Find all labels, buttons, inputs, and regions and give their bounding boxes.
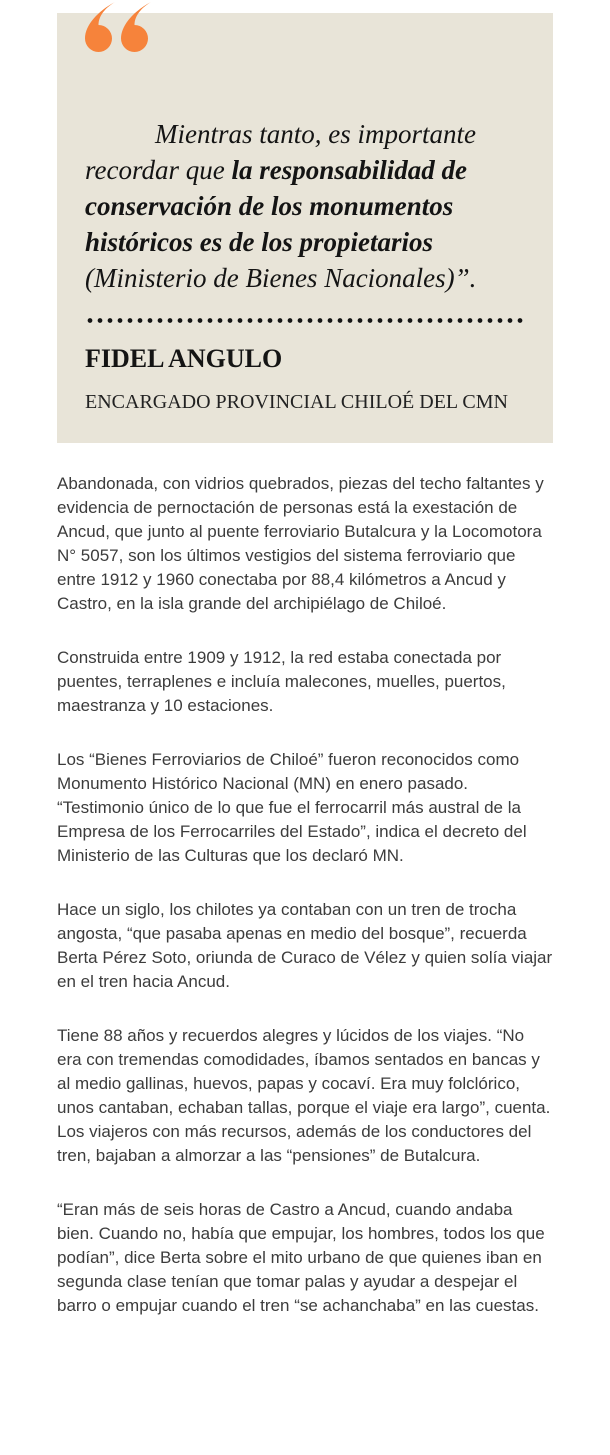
quote-author-name: FIDEL ANGULO bbox=[85, 344, 283, 373]
article-paragraph: “Eran más de seis horas de Castro a Ancud, cuando andaba bien. Cuando no, había que empujar, los hombres, todos los que podían”, dice Berta sobre el mito urbano de que quienes iban en segunda clase tenían que tomar palas y ayudar a despejar el barro o empujar cuando el tren “se achanchaba” en las cuestas. bbox=[57, 1200, 545, 1315]
quote-text-regular-tail: (Ministerio de Bienes Nacionales)”. bbox=[85, 263, 477, 293]
article-body bbox=[57, 472, 553, 1318]
dotted-separator bbox=[85, 318, 525, 323]
article-paragraph: Abandonada, con vidrios quebrados, piezas del techo faltantes y evidencia de pernoctación de personas está la exestación de Ancud, que junto al puente ferroviario Butalcura y la Locomotora N° 5057, son los últimos vestigios del sistema ferroviario que entre 1912 y 1960 conectaba por 88,4 kilómetros a Ancud y Castro, en la isla grande del archipiélago de Chiloé. bbox=[57, 474, 544, 613]
article-paragraph: Construida entre 1909 y 1912, la red estaba conectada por puentes, terraplenes e incluía malecones, muelles, puertos, maestranza y 10 estaciones. bbox=[57, 648, 506, 715]
quote-author-role: ENCARGADO PROVINCIAL CHILOÉ DEL CMN bbox=[85, 391, 508, 413]
pull-quote-card bbox=[57, 13, 553, 443]
article-paragraph: Los “Bienes Ferroviarios de Chiloé” fueron reconocidos como Monumento Histórico Nacional (MN) en enero pasado. “Testimonio único de lo que fue el ferrocarril más austral de la Empresa de los Ferrocarriles del Estado”, indica el decreto del Ministerio de las Culturas que los declaró MN. bbox=[57, 750, 527, 865]
article-paragraph: Hace un siglo, los chilotes ya contaban con un tren de trocha angosta, “que pasaba apenas en medio del bosque”, recuerda Berta Pérez Soto, oriunda de Curaco de Vélez y quien solía viajar en el tren hacia Ancud. bbox=[57, 900, 553, 991]
quote-text bbox=[85, 116, 525, 296]
article-paragraph: Tiene 88 años y recuerdos alegres y lúcidos de los viajes. “No era con tremendas comodidades, íbamos sentados en bancas y al medio gallinas, huevos, papas y cocaví. Era muy folclórico, unos cantaban, echaban tallas, porque el viaje era largo”, cuenta. Los viajeros con más recursos, además de los conductores del tren, bajaban a almorzar a las “pensiones” de Butalcura. bbox=[57, 1026, 551, 1165]
opening-double-quote-icon bbox=[85, 2, 151, 52]
article-page bbox=[0, 13, 610, 1455]
quote-text-regular-lead: Mientras tanto, es importante recordar que bbox=[85, 119, 476, 185]
quote-text-bold: la responsabilidad de conservación de los monumentos históricos es de los propietarios bbox=[85, 155, 467, 257]
